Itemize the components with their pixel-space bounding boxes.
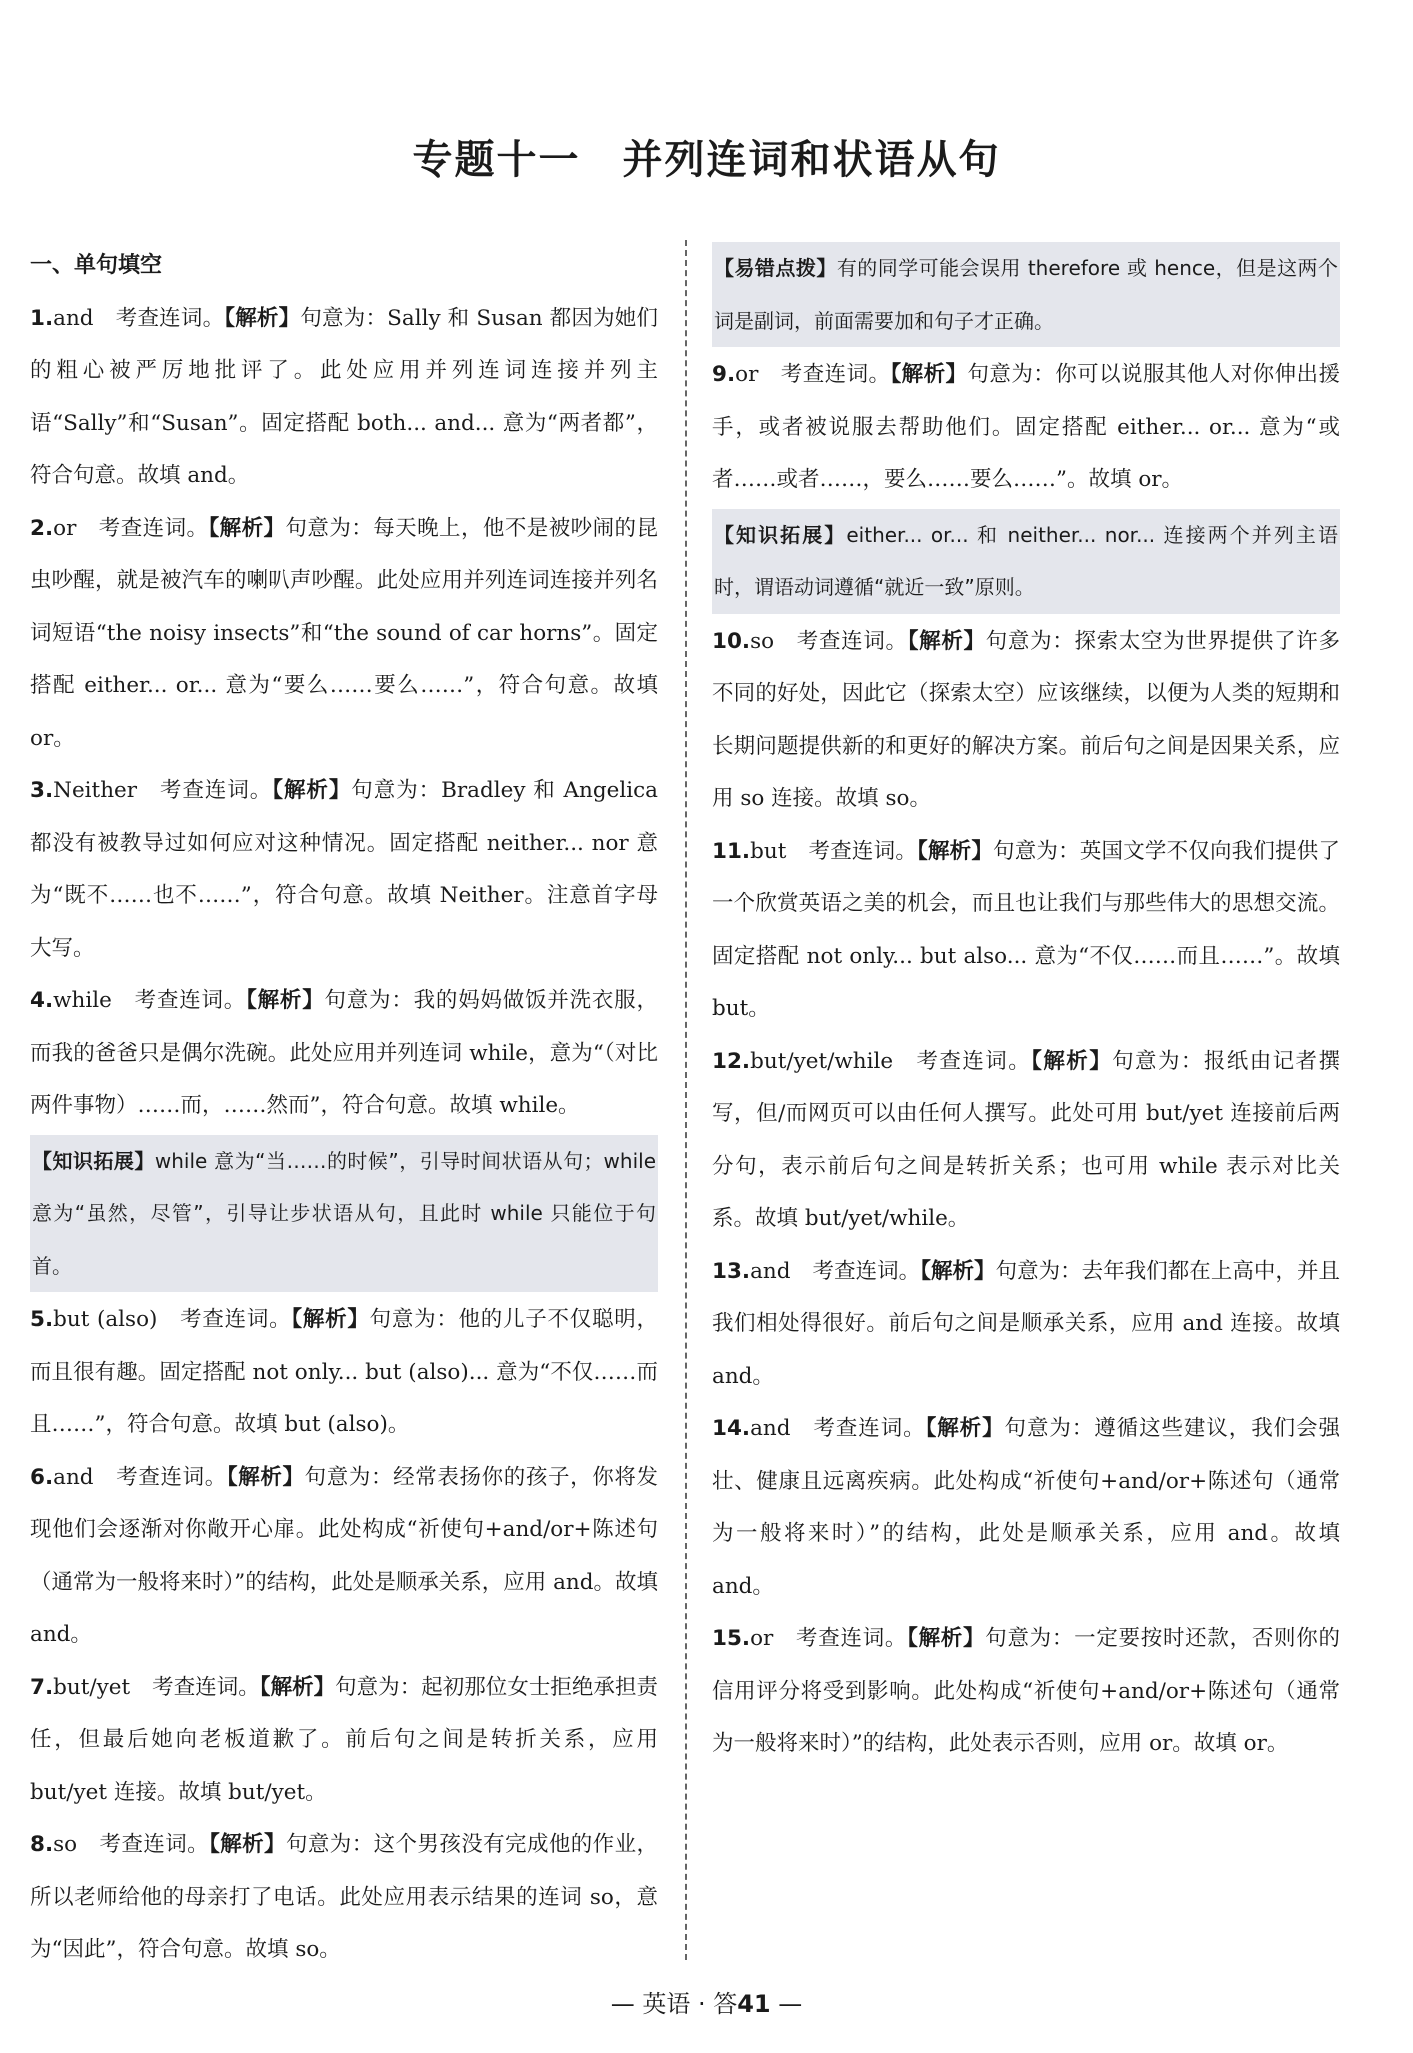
analysis-tag: 【解析】 — [291, 1307, 370, 1332]
item-topic: 考查连词。 — [795, 1626, 908, 1651]
item-answer: and — [53, 305, 94, 331]
item-number: 15. — [712, 1626, 751, 1651]
item-answer: or — [53, 515, 77, 541]
item-answer: so — [53, 1832, 78, 1857]
knowledge-note — [30, 1135, 658, 1293]
item-topic: 考查连词。 — [796, 628, 908, 654]
item-15 — [712, 1613, 1340, 1771]
item-4 — [30, 975, 658, 1133]
analysis-tag: 【解析】 — [907, 628, 986, 654]
column-divider — [685, 240, 687, 1960]
item-body: 句意为：我的妈妈做饭并洗衣服，而我的爸爸只是偶尔洗碗。此处应用并列连词 while，意为“（对比两件事物）……而，……然而”，符合句意。故填 while。 — [30, 988, 658, 1118]
item-answer: or — [735, 362, 759, 387]
item-topic: 考查连词。 — [159, 778, 273, 803]
item-number: 5. — [30, 1307, 54, 1332]
analysis-tag: 【解析】 — [226, 1464, 305, 1490]
error-note — [712, 242, 1340, 347]
note-tag: 【知识拓展】 — [714, 522, 847, 547]
item-2 — [30, 503, 658, 766]
item-body: 句意为：经常表扬你的孩子，你将发现他们会逐渐对你敞开心扉。此处构成“祈使句+and/or+陈述句（通常为一般将来时）”的结构，此处是顺承关系，应用 and。故填 and。 — [30, 1464, 659, 1647]
item-12 — [712, 1036, 1340, 1246]
footer-label: — 英语 · 答 — [610, 1990, 738, 2018]
analysis-tag: 【解析】 — [246, 988, 325, 1013]
analysis-tag: 【解析】 — [224, 305, 301, 331]
item-5 — [30, 1294, 658, 1452]
item-answer: and — [750, 1416, 791, 1441]
item-topic: 考查连词。 — [115, 1464, 227, 1490]
footer-dash: — — [778, 1990, 803, 2018]
item-answer: and — [53, 1464, 94, 1490]
page-footer — [0, 1984, 1413, 2019]
left-column — [30, 240, 658, 1977]
analysis-tag: 【解析】 — [925, 1416, 1005, 1441]
analysis-tag: 【解析】 — [920, 1258, 996, 1284]
item-number: 14. — [712, 1416, 751, 1441]
item-body: 句意为：Sally 和 Susan 都因为她们的粗心被严厉地批评了。此处应用并列连词连接并列主语“Sally”和“Susan”。固定搭配 both... and... 意为“两者都”，符合句意。故填 and。 — [30, 305, 658, 488]
note-tag: 【知识拓展】 — [32, 1148, 155, 1173]
item-number: 11. — [712, 838, 751, 864]
item-body: 句意为：你可以说服其他人对你伸出援手，或者被说服去帮助他们。固定搭配 either... or... 意为“或者……或者……，要么……要么……”。故填 or。 — [712, 362, 1340, 492]
item-body: 句意为：报纸由记者撰写，但/而网页可以由任何人撰写。此处可用 but/yet 连接前后两分句，表示前后句之间是转折关系；也可用 while 表示对比关系。故填 but/yet/while。 — [712, 1048, 1340, 1231]
item-topic: 考查连词。 — [98, 515, 209, 541]
item-answer: or — [750, 1626, 774, 1651]
item-number: 10. — [712, 628, 751, 654]
item-topic: 考查连词。 — [133, 988, 247, 1013]
item-body: 句意为：去年我们都在上高中，并且我们相处得很好。前后句之间是顺承关系，应用 and 连接。故填 and。 — [712, 1258, 1340, 1389]
analysis-tag: 【解析】 — [272, 778, 352, 803]
analysis-tag: 【解析】 — [1031, 1048, 1113, 1074]
note-body: 有的同学可能会误用 therefore 或 hence，但是这两个词是副词，前面需要加和句子才正确。 — [714, 256, 1338, 333]
analysis-tag: 【解析】 — [907, 1626, 986, 1651]
item-number: 4. — [30, 988, 54, 1013]
item-answer: but/yet/while — [750, 1048, 894, 1074]
item-answer: while — [53, 988, 112, 1013]
item-body: 句意为：Bradley 和 Angelica 都没有被教导过如何应对这种情况。固定搭配 neither... nor 意为“既不……也不……”，符合句意。故填 Neither。注意首字母大写。 — [30, 778, 658, 961]
note-body: while 意为“当……的时候”，引导时间状语从句；while 意为“虽然，尽管”，引导让步状语从句，且此时 while 只能位于句首。 — [32, 1148, 657, 1278]
item-3 — [30, 765, 658, 975]
analysis-tag: 【解析】 — [259, 1674, 336, 1700]
item-topic: 考查连词。 — [812, 1258, 921, 1284]
item-number: 1. — [30, 305, 54, 331]
right-column — [712, 240, 1340, 1771]
item-11 — [712, 826, 1340, 1036]
note-tag: 【易错点拨】 — [714, 256, 837, 280]
note-body: either... or... 和 neither... nor... 连接两个并列主语时，谓语动词遵循“就近一致”原则。 — [714, 522, 1338, 599]
item-7 — [30, 1662, 658, 1820]
item-number: 2. — [30, 515, 54, 541]
item-body: 句意为：这个男孩没有完成他的作业，所以老师给他的母亲打了电话。此处应用表示结果的连词 so，意为“因此”，符合句意。故填 so。 — [30, 1832, 658, 1962]
section-heading: 一、单句填空 — [30, 253, 163, 278]
item-number: 9. — [712, 362, 736, 387]
item-body: 句意为：一定要按时还款，否则你的信用评分将受到影响。此处构成“祈使句+and/or+陈述句（通常为一般将来时）”的结构，此处表示否则，应用 or。故填 or。 — [712, 1626, 1340, 1756]
page-number: 41 — [737, 1990, 771, 2018]
knowledge-note — [712, 509, 1340, 614]
item-body: 句意为：起初那位女士拒绝承担责任，但最后她向老板道歉了。前后句之间是转折关系，应用 but/yet 连接。故填 but/yet。 — [30, 1674, 658, 1805]
item-number: 12. — [712, 1048, 751, 1074]
item-body: 句意为：遵循这些建议，我们会强壮、健康且远离疾病。此处构成“祈使句+and/or+陈述句（通常为一般将来时）”的结构，此处是顺承关系，应用 and。故填 and。 — [712, 1416, 1340, 1599]
item-number: 6. — [30, 1464, 54, 1490]
item-topic: 考查连词。 — [179, 1307, 292, 1332]
item-number: 8. — [30, 1832, 54, 1857]
item-body: 句意为：英国文学不仅向我们提供了一个欣赏英语之美的机会，而且也让我们与那些伟大的思想交流。固定搭配 not only... but also... 意为“不仅……而且……”。故填 but。 — [712, 838, 1340, 1021]
analysis-tag: 【解析】 — [208, 515, 286, 541]
item-answer: so — [750, 628, 775, 654]
item-topic: 考查连词。 — [99, 1832, 210, 1857]
item-body: 句意为：他的儿子不仅聪明，而且很有趣。固定搭配 not only... but (also)... 意为“不仅……而且……”，符合句意。故填 but (also)。 — [30, 1307, 658, 1437]
item-topic: 考查连词。 — [812, 1416, 926, 1441]
item-body: 句意为：每天晚上，他不是被吵闹的昆虫吵醒，就是被汽车的喇叭声吵醒。此处应用并列连词连接并列名词短语“the noisy insects”和“the sound of car horns”。固定搭配 either... or... 意为“要么……要么……”，符合句意。故填 or。 — [30, 515, 658, 751]
item-answer: but (also) — [53, 1307, 158, 1332]
item-1 — [30, 293, 658, 503]
item-answer: and — [750, 1258, 791, 1284]
analysis-tag: 【解析】 — [209, 1832, 286, 1857]
item-8 — [30, 1819, 658, 1977]
item-answer: Neither — [53, 778, 138, 803]
item-topic: 考查连词。 — [808, 838, 918, 864]
item-body: 句意为：探索太空为世界提供了许多不同的好处，因此它（探索太空）应该继续，以便为人类的短期和长期问题提供新的和更好的解决方案。前后句之间是因果关系，应用 so 连接。故填 so。 — [712, 628, 1340, 811]
item-topic: 考查连词。 — [780, 362, 891, 387]
item-13 — [712, 1246, 1340, 1404]
item-6 — [30, 1452, 658, 1662]
item-answer: but/yet — [53, 1674, 131, 1700]
item-answer: but — [750, 838, 787, 864]
item-number: 7. — [30, 1674, 54, 1700]
item-topic: 考查连词。 — [915, 1048, 1032, 1074]
item-number: 3. — [30, 778, 54, 803]
analysis-tag: 【解析】 — [917, 838, 994, 864]
page-title: 专题十一 并列连词和状语从句 — [412, 137, 1001, 183]
analysis-tag: 【解析】 — [890, 362, 968, 387]
item-10 — [712, 616, 1340, 826]
item-topic: 考查连词。 — [152, 1674, 260, 1700]
item-number: 13. — [712, 1258, 751, 1284]
item-topic: 考查连词。 — [115, 305, 225, 331]
item-14 — [712, 1403, 1340, 1613]
item-9 — [712, 349, 1340, 507]
